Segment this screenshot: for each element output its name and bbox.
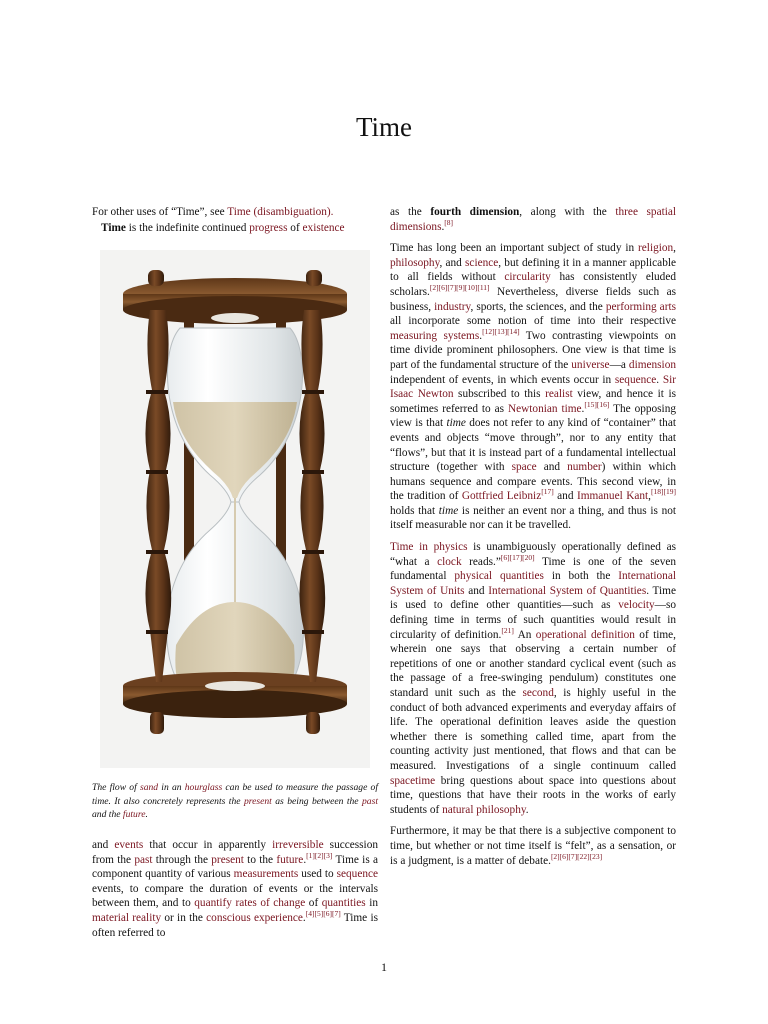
link-isaac-newton[interactable]: Sir Isaac Newton xyxy=(390,373,676,401)
hourglass-image xyxy=(100,250,370,768)
link-conscious-experience[interactable]: conscious experience xyxy=(206,911,303,924)
link-present[interactable]: present xyxy=(243,795,272,807)
page-title: Time xyxy=(355,112,413,142)
link-hourglass[interactable]: hourglass xyxy=(184,782,223,793)
citation[interactable]: [2][6][7][9][10][11] xyxy=(429,283,490,293)
link-measurements[interactable]: measurements xyxy=(233,868,299,881)
link-operational-definition[interactable]: operational definition xyxy=(535,628,635,641)
link-religion[interactable]: religion xyxy=(638,242,674,255)
link-performing-arts[interactable]: performing arts xyxy=(605,300,676,313)
disambiguation-link[interactable]: Time (disambiguation). xyxy=(227,206,334,218)
citation[interactable]: [18][19] xyxy=(650,487,676,497)
citation[interactable]: [6][17][20] xyxy=(500,552,535,562)
link-second[interactable]: second xyxy=(522,687,554,699)
link-present[interactable]: present xyxy=(211,853,244,866)
link-physical-quantities[interactable]: physical quantities xyxy=(454,570,544,583)
link-newtonian-time[interactable]: Newtonian time xyxy=(507,402,582,415)
citation[interactable]: [8] xyxy=(444,217,454,227)
italic-term: time xyxy=(438,504,459,517)
citation[interactable]: [12][13][14] xyxy=(482,326,520,336)
link-events[interactable]: events xyxy=(114,839,144,851)
link-space[interactable]: space xyxy=(511,461,537,474)
link-international-system-of-quantities[interactable]: International System of Quantities xyxy=(488,584,647,597)
link-quantify[interactable]: quantify xyxy=(194,897,232,910)
lead-term: Time xyxy=(101,221,126,234)
link-existence[interactable]: existence xyxy=(302,221,345,234)
paragraph-3: Time in physics is unambiguously operationally defined as “what a clock reads.”[6][17][20] Time is one of the seven fundamental physical quantities in both the International System of Units and International System of Quantities. Time is used to define other quantities—such as velocity—so defining time in terms of such quantities would result in circularity of definition.[21] An operational definition of time, wherein one says that observing a certain number of repetitions of one or another standard cyclical event (such as the passage of a free-swinging pendulum) constitutes one standard unit such as the second, is highly useful in the conduct of both advanced experiments and everyday affairs of life. The operational definition leaves aside the question whether there is something called time, apart from the counting activity just mentioned, that flows and that can be measured. Investigations of a single continuum called spacetime bring questions about space into questions about time, questions that have their roots in the works of early students of natural philosophy. xyxy=(390,541,677,816)
link-circularity[interactable]: circularity xyxy=(504,271,551,284)
link-international-system-of-units[interactable]: International System of Units xyxy=(390,570,676,597)
link-philosophy[interactable]: philosophy xyxy=(390,256,440,269)
link-future[interactable]: future xyxy=(122,809,146,821)
hatnote: For other uses of “Time”, see Time (disambiguation). xyxy=(92,206,334,218)
link-industry[interactable]: industry xyxy=(434,300,471,313)
link-number[interactable]: number xyxy=(567,461,602,474)
link-irreversible[interactable]: irreversible xyxy=(272,839,324,851)
paragraph-2: Time has long been an important subject of study in religion, philosophy, and science, but defining it in a manner applicable to all fields without circularity has consistently eluded scholars.[2][6][7][9][10][11] Nevertheless, diverse fields such as business, industry, sports, the sciences, and the performing arts all incorporate some notion of time into their respective measuring systems.[12][13][14] Two contrasting viewpoints on time divide prominent philosophers. One view is that time is part of the fundamental structure of the universe—a dimension independent of events, in which events occur in sequence. Sir Isaac Newton subscribed to this realist view, and hence it is sometimes referred to as Newtonian time.[15][16] The opposing view is that time does not refer to any kind of “container” that events and objects “move through”, nor to any entity that “flows”, but that it is instead part of a fundamental intellectual structure (together with space and number) within which humans sequence and compare events. This second view, in the tradition of Gottfried Leibniz[17] and Immanuel Kant,[18][19] holds that time is neither an event nor a thing, and thus is not itself measurable nor can it be travelled. xyxy=(390,242,677,532)
left-column-top xyxy=(92,205,378,242)
link-immanuel-kant[interactable]: Immanuel Kant xyxy=(576,490,649,503)
link-dimension[interactable]: dimension xyxy=(628,358,676,371)
paragraph-1: as the fourth dimension, along with the three spatial dimensions.[8] xyxy=(390,206,677,233)
link-three-spatial-dimensions[interactable]: three spatial dimensions xyxy=(390,206,677,233)
link-gottfried-leibniz[interactable]: Gottfried Leibniz xyxy=(461,490,542,503)
link-universe[interactable]: universe xyxy=(571,358,610,371)
link-sequence[interactable]: sequence xyxy=(336,868,379,881)
link-past[interactable]: past xyxy=(134,853,153,866)
link-sequence[interactable]: sequence xyxy=(614,373,657,386)
link-natural-philosophy[interactable]: natural philosophy xyxy=(442,803,526,816)
link-clock[interactable]: clock xyxy=(437,555,462,568)
bold-term: fourth dimension xyxy=(430,206,520,218)
citation[interactable]: [15][16] xyxy=(584,399,610,409)
link-spacetime[interactable]: spacetime xyxy=(390,774,436,787)
figure-caption: The flow of sand in an hourglass can be used to measure the passage of time. It also concretely represents the present as being between the past and the future. xyxy=(92,782,378,821)
italic-term: time xyxy=(446,417,466,430)
link-velocity[interactable]: velocity xyxy=(618,599,655,612)
citation[interactable]: [1][2][3] xyxy=(306,850,333,860)
citation[interactable]: [2][6][7][22][23] xyxy=(550,851,603,861)
link-material-reality[interactable]: material reality xyxy=(92,911,162,924)
left-column-bottom: and events that occur in apparently irreversible succession from the past through the present to the future.[1][2][3] Time is a component quantity of various measurements used to sequence events, to compare the duration of events or the intervals between them, and to quantify rates of change of quantities in material reality or in the conscious experience.[4][5][6][7] Time is often referred to xyxy=(92,839,379,939)
link-time-in-physics[interactable]: Time in physics xyxy=(390,541,468,554)
link-sand[interactable]: sand xyxy=(139,782,159,793)
link-quantities[interactable]: quantities xyxy=(321,897,366,910)
citation[interactable]: [4][5][6][7] xyxy=(305,909,341,919)
paragraph-4: Furthermore, it may be that there is a subjective component to time, but whether or not time itself is “felt”, as a sensation, or is a judgment, is a matter of debate.[2][6][7][22][23] xyxy=(390,825,676,867)
citation[interactable]: [17] xyxy=(541,487,554,497)
link-measuring-systems[interactable]: measuring systems xyxy=(390,329,480,342)
link-progress[interactable]: progress xyxy=(249,221,288,234)
link-past[interactable]: past xyxy=(362,795,378,807)
right-column xyxy=(390,205,676,875)
link-realist[interactable]: realist xyxy=(545,388,573,401)
link-rates-of-change[interactable]: rates of change xyxy=(235,897,306,910)
link-science[interactable]: science xyxy=(465,256,499,269)
citation[interactable]: [21] xyxy=(501,625,514,635)
lead-paragraph: Time is the indefinite continued progress of existence xyxy=(101,221,345,234)
link-future[interactable]: future xyxy=(276,853,304,866)
page-number: 1 xyxy=(381,960,387,974)
